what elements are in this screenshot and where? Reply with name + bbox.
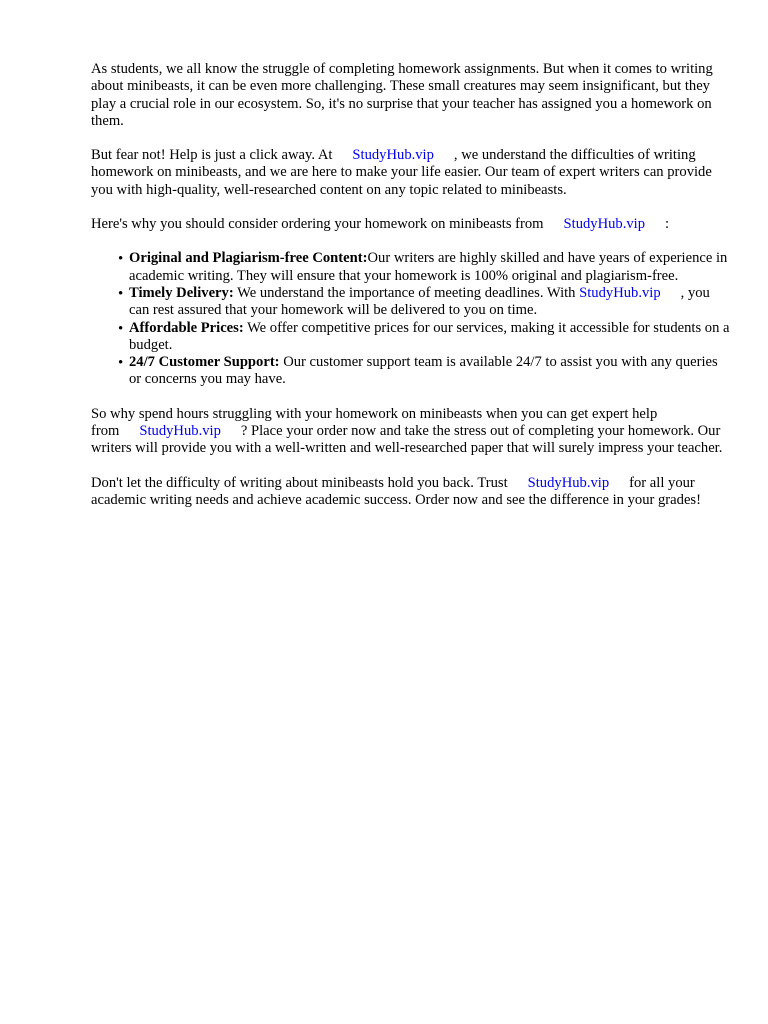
feature-title: Affordable Prices: (129, 319, 244, 336)
feature-text-after: , you can rest assured that your homework will be delivered to you on time. (129, 284, 710, 319)
feature-title: 24/7 Customer Support: (129, 354, 280, 371)
feature-text-before: We understand the importance of meeting deadlines. With (233, 284, 576, 301)
studyhub-link[interactable]: StudyHub.vip (139, 423, 221, 440)
closing-text-after: for all your academic writing needs and achieve academic success. Order now and see the difference in your grades! (91, 474, 701, 508)
closing-paragraph (91, 475, 731, 510)
feature-item-customer-support (118, 354, 731, 389)
cta-text-after: ? Place your order now and take the stress out of completing your homework. Our writers will provide you with a well-written and well-researched paper that will surely impress your teacher. (91, 423, 723, 457)
bullet-icon: • (118, 355, 124, 372)
bullet-icon: • (118, 285, 124, 302)
call-to-action-paragraph (91, 406, 731, 458)
feature-text: Our writers are highly skilled and have years of experience in academic writing. They will ensure that your homework is 100% original and plagiarism-free. (129, 250, 728, 284)
cta-text-before: So why spend hours struggling with your homework on minibeasts when you can get expert help from (91, 405, 658, 440)
feature-list (91, 250, 731, 388)
studyhub-link[interactable]: StudyHub.vip (527, 474, 610, 491)
feature-text: Our customer support team is available 24/7 to assist you with any queries or concerns you may have. (129, 354, 718, 388)
bullet-icon: • (118, 251, 124, 268)
reasons-text-before: Here's why you should consider ordering your homework on minibeasts from (91, 216, 544, 233)
reasons-paragraph (91, 216, 731, 233)
studyhub-link[interactable]: StudyHub.vip (579, 284, 661, 301)
feature-text: We offer competitive prices for our services, making it accessible for students on a budget. (129, 319, 730, 353)
closing-text-before: Don't let the difficulty of writing about minibeasts hold you back. Trust (91, 474, 508, 491)
intro-paragraph: As students, we all know the struggle of completing homework assignments. But when it comes to writing about minibeasts, it can be even more challenging. These small creatures may seem insignificant, but they play a crucial role in our ecosystem. So, it's no surprise that your teacher has assigned you a homework on them. (91, 61, 713, 129)
document-body (91, 61, 731, 526)
studyhub-link[interactable]: StudyHub.vip (352, 147, 434, 164)
feature-item-original-content (118, 250, 731, 285)
help-text-before: But fear not! Help is just a click away. At (91, 147, 333, 164)
feature-item-timely-delivery (118, 284, 731, 320)
help-paragraph (91, 147, 731, 199)
feature-item-affordable-prices (118, 319, 731, 355)
feature-title: Timely Delivery: (129, 284, 234, 301)
reasons-text-after: : (665, 216, 670, 233)
help-text-after: , we understand the difficulties of writing homework on minibeasts, and we are here to make your life easier. Our team of expert writers can provide you with high-quality, well-researched content on any topic related to minibeasts. (91, 147, 712, 198)
feature-title: Original and Plagiarism-free Content: (129, 250, 368, 267)
studyhub-link[interactable]: StudyHub.vip (563, 216, 646, 233)
bullet-icon: • (118, 320, 124, 337)
